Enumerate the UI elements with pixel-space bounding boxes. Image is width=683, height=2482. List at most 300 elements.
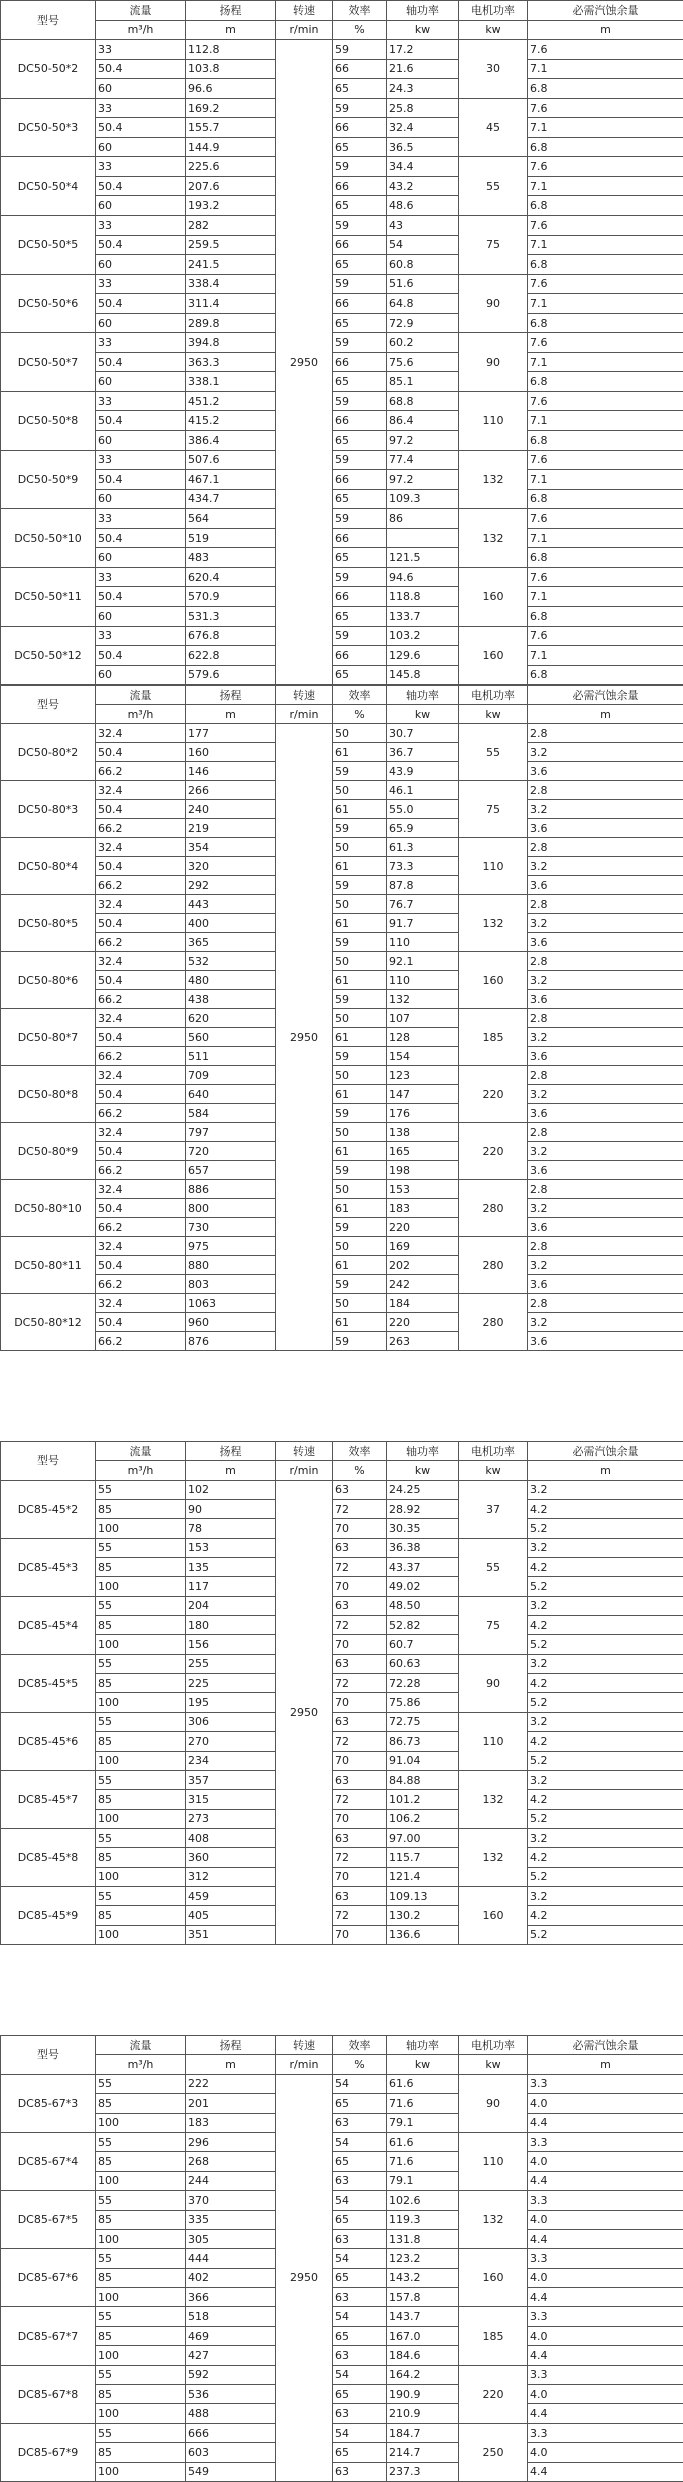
table-row [1,1519,683,1538]
efficiency-value: 72 [333,1732,387,1751]
flow-value: 85 [96,1848,186,1867]
npsh-value: 3.3 [528,2191,683,2210]
header-row [1,686,683,705]
motor-power-value: 160 [459,567,528,626]
shaft-power-value: 25.8 [387,98,459,118]
shaft-power-value: 202 [387,1256,459,1275]
flow-value: 33 [96,450,186,470]
shaft-power-value: 24.25 [387,1480,459,1499]
head-value: 204 [186,1596,276,1615]
table-row [1,1332,683,1351]
table-row [1,1674,683,1693]
npsh-value: 3.2 [528,1313,683,1332]
head-value: 570.9 [186,587,276,607]
efficiency-value: 54 [333,2249,387,2268]
header-motor: 电机功率 [459,686,528,705]
shaft-power-value: 77.4 [387,450,459,470]
shaft-power-value: 64.8 [387,294,459,314]
efficiency-value: 63 [333,2462,387,2481]
efficiency-value: 50 [333,952,387,971]
shaft-power-value: 24.3 [387,79,459,99]
shaft-power-value: 60.63 [387,1654,459,1673]
head-value: 273 [186,1809,276,1828]
head-value: 153 [186,1538,276,1557]
flow-value: 85 [96,2443,186,2462]
npsh-value: 4.4 [528,2113,683,2132]
efficiency-value: 65 [333,2326,387,2345]
flow-value: 66.2 [96,1047,186,1066]
table-row [1,372,683,392]
head-value: 169.2 [186,98,276,118]
table-row [1,2268,683,2287]
unit-head: m [186,20,276,40]
head-value: 292 [186,876,276,895]
speed-value: 2950 [276,724,333,1351]
npsh-value: 6.8 [528,137,683,157]
flow-value: 32.4 [96,724,186,743]
head-value: 225 [186,1674,276,1693]
flow-value: 55 [96,1538,186,1557]
shaft-power-value: 106.2 [387,1809,459,1828]
npsh-value: 7.6 [528,40,683,60]
efficiency-value: 63 [333,1712,387,1731]
npsh-value: 4.4 [528,2346,683,2365]
shaft-power-value: 130.2 [387,1906,459,1925]
shaft-power-value: 183 [387,1199,459,1218]
model-name: DC85-67*7 [1,2307,96,2365]
head-value: 603 [186,2443,276,2462]
flow-value: 55 [96,1596,186,1615]
efficiency-value: 63 [333,2346,387,2365]
npsh-value: 7.6 [528,333,683,353]
efficiency-value: 65 [333,606,387,626]
shaft-power-value: 110 [387,971,459,990]
table-row [1,1294,683,1313]
npsh-value: 5.2 [528,1751,683,1770]
table-row [1,216,683,236]
table-row [1,1480,683,1499]
table-row [1,1500,683,1519]
table-row [1,781,683,800]
header-shaft: 轴功率 [387,686,459,705]
efficiency-value: 54 [333,2132,387,2151]
flow-value: 66.2 [96,1275,186,1294]
head-value: 657 [186,1161,276,1180]
efficiency-value: 61 [333,800,387,819]
shaft-power-value: 86 [387,509,459,529]
unit-flow: m³/h [96,20,186,40]
header-flow: 流量 [96,686,186,705]
npsh-value: 6.8 [528,548,683,568]
header-model: 型号 [1,1442,96,1481]
flow-value: 60 [96,313,186,333]
npsh-value: 3.6 [528,819,683,838]
npsh-value: 3.2 [528,1085,683,1104]
head-value: 135 [186,1558,276,1577]
head-value: 434.7 [186,489,276,509]
npsh-value: 7.1 [528,235,683,255]
model-name: DC50-50*10 [1,509,96,568]
efficiency-value: 59 [333,216,387,236]
flow-value: 60 [96,255,186,275]
npsh-value: 4.2 [528,1906,683,1925]
shaft-power-value: 198 [387,1161,459,1180]
npsh-value: 4.2 [528,1500,683,1519]
shaft-power-value: 147 [387,1085,459,1104]
flow-value: 100 [96,1867,186,1886]
model-name: DC50-80*2 [1,724,96,781]
head-value: 676.8 [186,626,276,646]
flow-value: 50.4 [96,743,186,762]
table-row [1,1256,683,1275]
head-value: 268 [186,2152,276,2171]
unit-eff: % [333,20,387,40]
shaft-power-value: 91.04 [387,1751,459,1770]
table-row [1,2132,683,2151]
efficiency-value: 61 [333,971,387,990]
shaft-power-value: 131.8 [387,2229,459,2248]
efficiency-value: 65 [333,372,387,392]
unit-flow: m³/h [96,1461,186,1480]
shaft-power-value: 49.02 [387,1577,459,1596]
table-row [1,1123,683,1142]
npsh-value: 6.8 [528,489,683,509]
table-row [1,1538,683,1557]
flow-value: 50.4 [96,59,186,79]
efficiency-value: 65 [333,137,387,157]
npsh-value: 3.6 [528,876,683,895]
table-row [1,933,683,952]
shaft-power-value: 60.8 [387,255,459,275]
head-value: 394.8 [186,333,276,353]
motor-power-value: 132 [459,2191,528,2249]
efficiency-value: 63 [333,1770,387,1789]
motor-power-value: 90 [459,1654,528,1712]
table-row [1,762,683,781]
header-speed: 转速 [276,1442,333,1461]
flow-value: 32.4 [96,952,186,971]
model-name: DC50-80*12 [1,1294,96,1351]
table-row [1,1199,683,1218]
efficiency-value: 54 [333,2423,387,2442]
efficiency-value: 65 [333,2443,387,2462]
unit-npsh: m [528,20,683,40]
model-name: DC85-45*9 [1,1886,96,1944]
npsh-value: 4.2 [528,1732,683,1751]
head-value: 160 [186,743,276,762]
efficiency-value: 59 [333,876,387,895]
shaft-power-value: 102.6 [387,2191,459,2210]
npsh-value: 7.1 [528,470,683,490]
head-value: 531.3 [186,606,276,626]
shaft-power-value: 43.2 [387,176,459,196]
npsh-value: 3.2 [528,800,683,819]
flow-value: 85 [96,2326,186,2345]
head-value: 195 [186,1693,276,1712]
head-value: 720 [186,1142,276,1161]
motor-power-value: 160 [459,1886,528,1944]
motor-power-value: 132 [459,1828,528,1886]
flow-value: 85 [96,2268,186,2287]
flow-value: 60 [96,665,186,685]
shaft-power-value: 133.7 [387,606,459,626]
table-row [1,1809,683,1828]
efficiency-value: 59 [333,98,387,118]
motor-power-value: 110 [459,1712,528,1770]
npsh-value: 4.2 [528,1674,683,1693]
head-value: 180 [186,1616,276,1635]
model-name: DC85-67*4 [1,2132,96,2190]
table-row [1,137,683,157]
head-value: 144.9 [186,137,276,157]
shaft-power-value: 43 [387,216,459,236]
efficiency-value: 59 [333,333,387,353]
shaft-power-value: 48.50 [387,1596,459,1615]
shaft-power-value: 85.1 [387,372,459,392]
flow-value: 85 [96,1906,186,1925]
npsh-value: 6.8 [528,79,683,99]
header-shaft: 轴功率 [387,2036,459,2055]
npsh-value: 2.8 [528,1294,683,1313]
efficiency-value: 50 [333,724,387,743]
head-value: 102 [186,1480,276,1499]
table-row [1,1161,683,1180]
table-row [1,294,683,314]
head-value: 90 [186,1500,276,1519]
npsh-value: 3.2 [528,1538,683,1557]
npsh-value: 3.2 [528,1886,683,1905]
table-row [1,1712,683,1731]
header-speed: 转速 [276,686,333,705]
efficiency-value: 61 [333,914,387,933]
head-value: 103.8 [186,59,276,79]
table-row [1,990,683,1009]
motor-power-value: 160 [459,626,528,685]
efficiency-value: 72 [333,1558,387,1577]
shaft-power-value: 190.9 [387,2385,459,2404]
head-value: 480 [186,971,276,990]
flow-value: 85 [96,2385,186,2404]
shaft-power-value: 184.6 [387,2346,459,2365]
flow-value: 33 [96,274,186,294]
table-row [1,1577,683,1596]
flow-value: 32.4 [96,1237,186,1256]
flow-value: 32.4 [96,1180,186,1199]
head-value: 444 [186,2249,276,2268]
model-name: DC50-80*3 [1,781,96,838]
model-name: DC50-80*7 [1,1009,96,1066]
shaft-power-value: 21.6 [387,59,459,79]
shaft-power-value: 184.7 [387,2423,459,2442]
header-row [1,1442,683,1461]
flow-value: 85 [96,2094,186,2113]
shaft-power-value: 143.2 [387,2268,459,2287]
shaft-power-value: 65.9 [387,819,459,838]
unit-head: m [186,1461,276,1480]
shaft-power-value: 36.7 [387,743,459,762]
table-row [1,157,683,177]
header-model: 型号 [1,686,96,724]
shaft-power-value: 52.82 [387,1616,459,1635]
header-npsh: 必需汽蚀余量 [528,2036,683,2055]
table-row [1,528,683,548]
npsh-value: 2.8 [528,895,683,914]
unit-npsh: m [528,705,683,724]
npsh-value: 4.4 [528,2171,683,2190]
shaft-power-value: 157.8 [387,2288,459,2307]
header-eff: 效率 [333,1,387,21]
unit-speed: r/min [276,705,333,724]
model-name: DC85-67*6 [1,2249,96,2307]
shaft-power-value: 71.6 [387,2152,459,2171]
shaft-power-value: 129.6 [387,646,459,666]
table-row [1,470,683,490]
shaft-power-value: 73.3 [387,857,459,876]
flow-value: 55 [96,2191,186,2210]
speed-value: 2950 [276,40,333,685]
shaft-power-value: 36.38 [387,1538,459,1557]
flow-value: 60 [96,79,186,99]
efficiency-value: 61 [333,1313,387,1332]
flow-value: 33 [96,98,186,118]
npsh-value: 7.6 [528,391,683,411]
efficiency-value: 63 [333,1828,387,1847]
npsh-value: 7.1 [528,176,683,196]
flow-value: 32.4 [96,895,186,914]
table-row [1,1732,683,1751]
table-row [1,313,683,333]
flow-value: 50.4 [96,1085,186,1104]
unit-row [1,1461,683,1480]
table-row [1,235,683,255]
npsh-value: 4.0 [528,2094,683,2113]
flow-value: 85 [96,2210,186,2229]
flow-value: 55 [96,1886,186,1905]
flow-value: 55 [96,2365,186,2384]
efficiency-value: 59 [333,40,387,60]
flow-value: 66.2 [96,933,186,952]
npsh-value: 5.2 [528,1577,683,1596]
npsh-value: 7.1 [528,646,683,666]
flow-value: 33 [96,40,186,60]
efficiency-value: 66 [333,470,387,490]
shaft-power-value: 184 [387,1294,459,1313]
npsh-value: 4.4 [528,2288,683,2307]
npsh-value: 2.8 [528,1123,683,1142]
efficiency-value: 59 [333,1161,387,1180]
shaft-power-value: 68.8 [387,391,459,411]
npsh-value: 6.8 [528,255,683,275]
head-value: 532 [186,952,276,971]
spec-table-4 [0,2035,683,2482]
shaft-power-value: 220 [387,1313,459,1332]
npsh-value: 2.8 [528,1180,683,1199]
table-row [1,2385,683,2404]
speed-value: 2950 [276,1480,333,1944]
shaft-power-value: 110 [387,933,459,952]
npsh-value: 3.6 [528,1161,683,1180]
efficiency-value: 70 [333,1751,387,1770]
npsh-value: 3.2 [528,1256,683,1275]
shaft-power-value: 60.2 [387,333,459,353]
model-name: DC50-80*4 [1,838,96,895]
efficiency-value: 61 [333,743,387,762]
unit-motor: kw [459,1461,528,1480]
shaft-power-value: 72.28 [387,1674,459,1693]
flow-value: 32.4 [96,781,186,800]
table-row [1,1275,683,1294]
head-value: 549 [186,2462,276,2481]
model-name: DC85-67*3 [1,2074,96,2132]
npsh-value: 7.1 [528,118,683,138]
shaft-power-value: 30.35 [387,1519,459,1538]
efficiency-value: 61 [333,1256,387,1275]
shaft-power-value: 109.13 [387,1886,459,1905]
efficiency-value: 61 [333,1199,387,1218]
flow-value: 50.4 [96,235,186,255]
head-value: 518 [186,2307,276,2326]
header-motor: 电机功率 [459,1,528,21]
motor-power-value: 30 [459,40,528,99]
efficiency-value: 70 [333,1809,387,1828]
header-npsh: 必需汽蚀余量 [528,1,683,21]
flow-value: 55 [96,1828,186,1847]
unit-speed: r/min [276,1461,333,1480]
table-row [1,1848,683,1867]
shaft-power-value: 61.6 [387,2132,459,2151]
efficiency-value: 59 [333,567,387,587]
table-row [1,1751,683,1770]
head-value: 241.5 [186,255,276,275]
unit-flow: m³/h [96,2055,186,2074]
efficiency-value: 59 [333,626,387,646]
table-row [1,2113,683,2132]
shaft-power-value: 32.4 [387,118,459,138]
head-value: 507.6 [186,450,276,470]
table-row [1,1180,683,1199]
npsh-value: 7.6 [528,216,683,236]
motor-power-value: 75 [459,1596,528,1654]
npsh-value: 2.8 [528,1066,683,1085]
head-value: 240 [186,800,276,819]
shaft-power-value: 145.8 [387,665,459,685]
motor-power-value: 45 [459,98,528,157]
table-row [1,333,683,353]
efficiency-value: 63 [333,1596,387,1615]
flow-value: 100 [96,2288,186,2307]
shaft-power-value: 79.1 [387,2113,459,2132]
shaft-power-value: 132 [387,990,459,1009]
flow-value: 60 [96,431,186,451]
table-row [1,646,683,666]
motor-power-value: 55 [459,1538,528,1596]
efficiency-value: 50 [333,1237,387,1256]
head-value: 306 [186,1712,276,1731]
table-row [1,2288,683,2307]
unit-flow: m³/h [96,705,186,724]
header-shaft: 轴功率 [387,1442,459,1461]
efficiency-value: 65 [333,2385,387,2404]
npsh-value: 3.6 [528,1275,683,1294]
npsh-value: 4.0 [528,2152,683,2171]
table-row [1,2462,683,2481]
npsh-value: 4.2 [528,1616,683,1635]
efficiency-value: 63 [333,2404,387,2423]
model-name: DC85-67*5 [1,2191,96,2249]
model-name: DC85-45*3 [1,1538,96,1596]
head-value: 315 [186,1790,276,1809]
unit-eff: % [333,705,387,724]
